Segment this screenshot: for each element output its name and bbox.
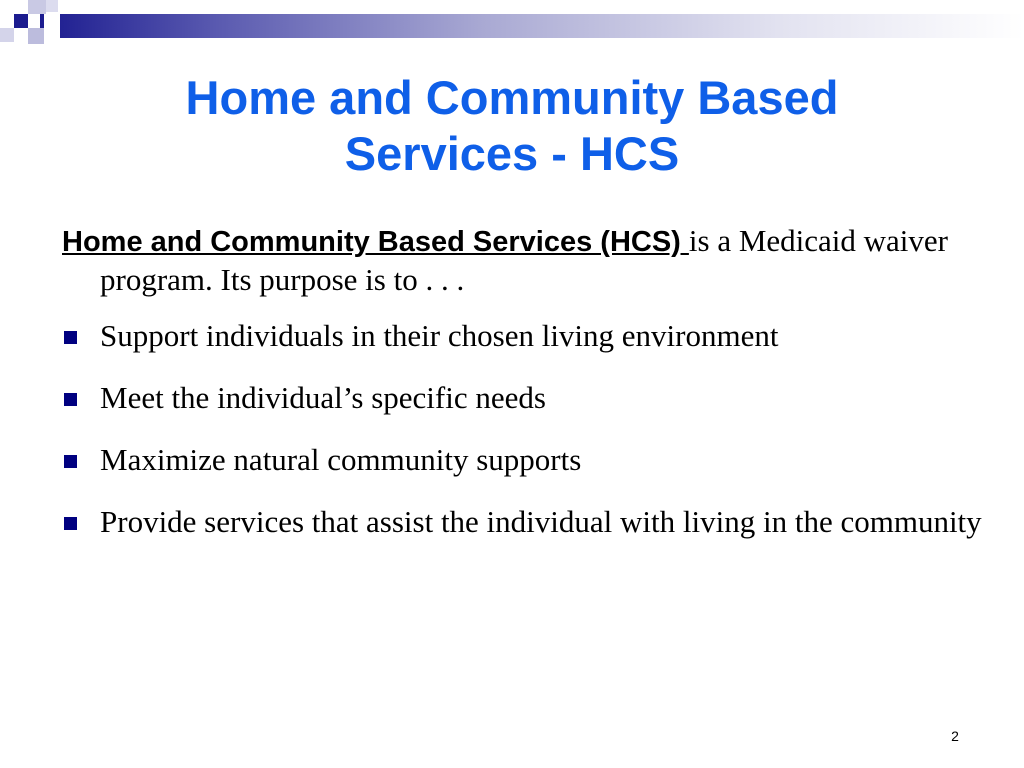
list-item <box>62 503 992 541</box>
slide-title-line-2: Services - HCS <box>344 127 680 180</box>
header-gradient-bar <box>40 14 1024 38</box>
intro-term: Home and Community Based Services (HCS) <box>62 226 689 258</box>
square-bullet-icon <box>64 393 77 406</box>
deco-square <box>14 14 28 28</box>
bullet-text: Support individuals in their chosen living environment <box>100 318 779 353</box>
bullet-text: Provide services that assist the individual with living in the community <box>100 504 982 539</box>
intro-text: is a Medicaid waiver program. Its purpose is to . . . <box>100 223 948 297</box>
deco-square <box>46 0 58 12</box>
deco-square <box>0 28 14 42</box>
deco-square <box>28 28 44 44</box>
page-number: 2 <box>951 728 959 744</box>
slide-body <box>62 222 992 565</box>
bullet-text: Maximize natural community supports <box>100 442 582 477</box>
deco-square <box>0 0 14 14</box>
square-bullet-icon <box>64 331 77 344</box>
bullet-text: Meet the individual’s specific needs <box>100 380 546 415</box>
list-item <box>62 379 992 417</box>
square-bullet-icon <box>64 517 77 530</box>
list-item <box>62 317 992 355</box>
slide-title <box>60 70 964 182</box>
deco-square <box>28 0 46 14</box>
square-bullet-icon <box>64 455 77 468</box>
intro-paragraph <box>62 222 992 299</box>
list-item <box>62 441 992 479</box>
bullet-list <box>62 317 992 541</box>
deco-square <box>44 14 60 38</box>
slide-title-line-1: Home and Community Based <box>185 71 839 124</box>
